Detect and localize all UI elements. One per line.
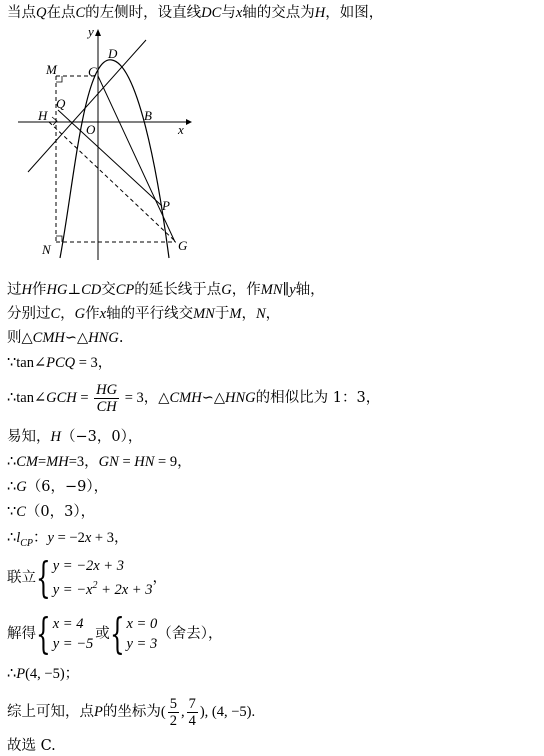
label-y: y: [88, 24, 94, 39]
point-q: Q: [36, 5, 47, 21]
text: 与: [221, 5, 236, 21]
point-p: P: [16, 666, 26, 682]
text: 的坐标为: [102, 704, 161, 720]
text: =: [76, 390, 93, 406]
line-qp: [58, 110, 162, 206]
text: ，如图，: [325, 5, 384, 21]
text-line: [7, 329, 123, 347]
angle-gch: GCH: [46, 390, 77, 406]
text-line: [7, 428, 142, 446]
segment-hn: HN: [134, 454, 155, 470]
text: 综上可知，点: [7, 704, 94, 720]
point-n: N: [255, 306, 266, 322]
text-line: [7, 478, 108, 496]
coordinate: （0，3），: [25, 504, 96, 520]
text-line: [7, 529, 128, 553]
fraction-numerator: HG: [96, 381, 118, 398]
because-symbol: ∵: [7, 355, 17, 371]
y-axis-arrow: [95, 29, 101, 36]
tan-angle: tan∠: [16, 355, 47, 371]
label-h: H: [38, 108, 48, 123]
text-line: [7, 354, 112, 372]
brace: {: [109, 609, 125, 658]
text: 在点: [46, 5, 76, 21]
text: (: [160, 704, 166, 720]
x-var: x: [99, 306, 107, 322]
label-b: B: [144, 108, 152, 123]
fraction: [168, 696, 179, 729]
label-p: P: [162, 198, 170, 213]
solution-system: [7, 609, 223, 658]
label-m: M: [46, 62, 57, 77]
text: =: [37, 454, 47, 470]
text-line: [7, 453, 192, 471]
line-symbol: l: [16, 530, 21, 546]
label-d: D: [108, 46, 118, 61]
point-c: C: [16, 504, 26, 520]
text: 于: [214, 306, 230, 322]
therefore-symbol: ∴: [7, 390, 17, 406]
text-line: [7, 380, 380, 416]
text: 的相似比为 1：3，: [255, 390, 381, 406]
x-var: x: [84, 530, 92, 546]
text: 易知，: [7, 429, 51, 445]
system-equations: [53, 556, 153, 600]
brace: {: [36, 609, 51, 658]
geometry-figure: [14, 24, 194, 264]
text: 解得: [7, 626, 36, 642]
text: （舍去），: [157, 626, 223, 642]
text: .: [118, 330, 124, 346]
point-h: H: [314, 5, 326, 21]
therefore-symbol: ∴: [7, 666, 17, 682]
tan-angle: tan∠: [16, 390, 47, 406]
angle-pcq: PCQ: [46, 355, 76, 371]
text: 轴的平行线交: [106, 306, 194, 322]
text-line: [7, 694, 255, 730]
solution-2: [126, 614, 157, 654]
therefore-symbol: ∴: [7, 479, 17, 495]
text: 则△: [7, 330, 33, 346]
similar-symbol: ∽△: [64, 330, 89, 346]
therefore-symbol: ∴: [7, 454, 17, 470]
text: = −2: [53, 530, 85, 546]
fraction-hg-ch: [94, 382, 119, 415]
text: ，: [241, 306, 256, 322]
point-h: H: [50, 429, 61, 445]
label-o: O: [86, 122, 96, 137]
similar-symbol: ∽△: [201, 390, 226, 406]
fraction-denominator: 4: [188, 712, 196, 729]
triangle-hng: HNG: [225, 390, 256, 406]
text: 作: [31, 282, 47, 298]
equation: y = −2x + 3: [52, 558, 124, 575]
equation-system: [7, 553, 167, 602]
point-g: G: [221, 282, 232, 298]
equation: x = 4: [52, 616, 84, 632]
fraction-denominator: 2: [169, 712, 177, 729]
triangle-cmh: CMH: [169, 390, 202, 406]
text: 轴的交点为: [242, 5, 315, 21]
brace: {: [36, 553, 51, 602]
triangle-cmh: CMH: [32, 330, 65, 346]
right-angle-m: [56, 76, 62, 82]
text: 作: [85, 306, 100, 322]
text-line: [7, 305, 280, 323]
text: = 3，: [75, 355, 113, 371]
text: =3，: [68, 454, 99, 470]
y-var: y: [47, 530, 54, 546]
point-c: C: [75, 5, 86, 21]
text: 联立: [7, 570, 36, 586]
fraction-numerator: 7: [188, 695, 196, 712]
text: 的左侧时，设直线: [85, 5, 202, 21]
text: ，作: [231, 282, 261, 298]
intro-line: [7, 4, 383, 22]
text-line: [7, 503, 95, 521]
text: 过: [7, 282, 22, 298]
text-line: [7, 665, 79, 683]
text: ，: [265, 306, 281, 322]
equation: y = 3: [126, 636, 158, 652]
segment-mn: MN: [260, 282, 283, 298]
right-angle-n: [56, 236, 62, 242]
point-p: P: [94, 704, 103, 720]
segment-cd: CD: [81, 282, 102, 298]
text: = 3，△: [121, 390, 170, 406]
segment-mh: MH: [46, 454, 69, 470]
fraction: [187, 696, 198, 729]
segment-hg: HG: [46, 282, 68, 298]
x-axis-arrow: [186, 119, 192, 125]
text: + 3，: [91, 530, 129, 546]
y-var: y: [289, 282, 296, 298]
x-var: x: [235, 5, 243, 21]
parabola: [60, 60, 169, 258]
coordinate: （−3，0），: [60, 429, 143, 445]
point-c: C: [50, 306, 61, 322]
text-line: [7, 737, 56, 755]
text: ：: [33, 530, 48, 546]
text-line: [7, 281, 325, 299]
parallel-symbol: ∥: [282, 282, 290, 298]
text: 轴，: [295, 282, 325, 298]
line-dc: [28, 40, 146, 172]
solution-1: [53, 614, 94, 654]
therefore-symbol: ∴: [7, 530, 17, 546]
label-n: N: [42, 242, 51, 257]
answer: 故选 C.: [7, 738, 56, 754]
line-dc: DC: [201, 5, 222, 21]
label-q: Q: [56, 96, 66, 111]
equation: x = 0: [126, 616, 158, 632]
equation-part: + 2x + 3: [97, 581, 153, 598]
label-c: C: [88, 64, 97, 79]
text: ), (4, −5).: [199, 704, 256, 720]
fraction-numerator: 5: [169, 695, 177, 712]
triangle-hng: HNG: [88, 330, 119, 346]
point-g: G: [16, 479, 27, 495]
text: 分别过: [7, 306, 51, 322]
coordinate: （6，−9），: [26, 479, 109, 495]
segment-cp: CP: [115, 282, 135, 298]
equation: y = −5: [52, 636, 94, 652]
text: ,: [180, 704, 185, 720]
perp-symbol: ⊥: [67, 282, 82, 298]
text: 当点: [7, 5, 36, 21]
text: = 9，: [154, 454, 192, 470]
segment-cm: CM: [16, 454, 38, 470]
point-g: G: [74, 306, 86, 322]
text: ，: [60, 306, 75, 322]
line-cp: [98, 76, 175, 242]
because-symbol: ∵: [7, 504, 17, 520]
line-subscript: CP: [20, 537, 34, 549]
fraction-denominator: CH: [96, 398, 117, 415]
equation-part: y = −x: [52, 581, 93, 598]
text: 或: [95, 626, 110, 642]
coordinate: (4, −5)；: [25, 666, 80, 682]
point-m: M: [229, 306, 242, 322]
exponent: 2: [92, 580, 98, 592]
segment-mn: MN: [193, 306, 215, 322]
label-x: x: [178, 122, 184, 137]
text: =: [118, 454, 135, 470]
text: 的延长线于点: [134, 282, 222, 298]
label-g: G: [178, 238, 188, 253]
text: ，: [152, 570, 167, 586]
point-h: H: [21, 282, 32, 298]
segment-gn: GN: [98, 454, 119, 470]
text: 交: [101, 282, 116, 298]
